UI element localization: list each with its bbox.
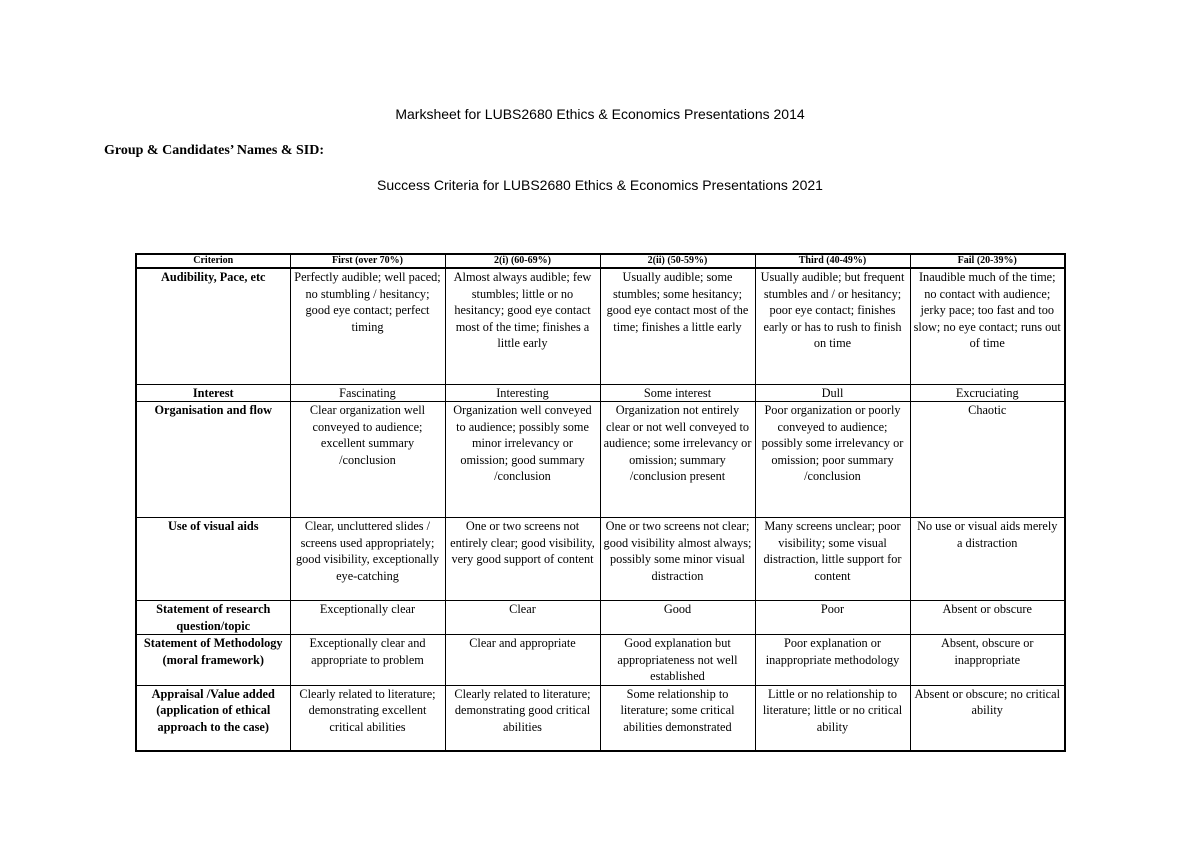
row-criterion: Audibility, Pace, etc — [136, 268, 290, 384]
table-row — [136, 685, 1065, 751]
table-header-row — [136, 254, 1065, 268]
success-criteria-table — [135, 253, 1066, 752]
table-cell: Exceptionally clear and appropriate to problem — [290, 635, 445, 686]
table-row — [136, 635, 1065, 686]
column-header-2i: 2(i) (60-69%) — [445, 254, 600, 268]
success-criteria-heading: Success Criteria for LUBS2680 Ethics & Economics Presentations 2021 — [377, 177, 823, 193]
row-criterion: Statement of research question/topic — [136, 601, 290, 635]
table-cell: Some interest — [600, 384, 755, 402]
table-cell: Poor organization or poorly conveyed to audience; possibly some irrelevancy or omission; poor summary /conclusion — [755, 402, 910, 518]
table-cell: Absent or obscure — [910, 601, 1065, 635]
table-cell: Good explanation but appropriateness not well established — [600, 635, 755, 686]
table-cell: Many screens unclear; poor visibility; some visual distraction, little support for content — [755, 518, 910, 601]
column-header-criterion: Criterion — [136, 254, 290, 268]
table-cell: No use or visual aids merely a distraction — [910, 518, 1065, 601]
table-cell: Clearly related to literature; demonstrating good critical abilities — [445, 685, 600, 751]
row-criterion: Appraisal /Value added (application of ethical approach to the case) — [136, 685, 290, 751]
table-cell: Exceptionally clear — [290, 601, 445, 635]
row-criterion: Statement of Methodology (moral framework) — [136, 635, 290, 686]
table-cell: Usually audible; but frequent stumbles and / or hesitancy; poor eye contact; finishes early or has to rush to finish on time — [755, 268, 910, 384]
table-cell: Good — [600, 601, 755, 635]
table-cell: Clear — [445, 601, 600, 635]
table-cell: Organization not entirely clear or not well conveyed to audience; some irrelevancy or omission; summary /conclusion present — [600, 402, 755, 518]
table-cell: Clearly related to literature; demonstrating excellent critical abilities — [290, 685, 445, 751]
table-row — [136, 518, 1065, 601]
table-cell: Clear and appropriate — [445, 635, 600, 686]
table-cell: Poor explanation or inappropriate methodology — [755, 635, 910, 686]
table-row — [136, 384, 1065, 402]
table-cell: Some relationship to literature; some critical abilities demonstrated — [600, 685, 755, 751]
table-cell: Excruciating — [910, 384, 1065, 402]
table-cell: Poor — [755, 601, 910, 635]
table-row — [136, 268, 1065, 384]
table-cell: Little or no relationship to literature; little or no critical ability — [755, 685, 910, 751]
table-cell: Absent or obscure; no critical ability — [910, 685, 1065, 751]
table-cell: Usually audible; some stumbles; some hesitancy; good eye contact most of the time; finishes a little early — [600, 268, 755, 384]
group-names-label: Group & Candidates’ Names & SID: — [104, 143, 324, 158]
table-cell: Inaudible much of the time; no contact with audience; jerky pace; too fast and too slow; no eye contact; runs out of time — [910, 268, 1065, 384]
row-criterion: Interest — [136, 384, 290, 402]
table-cell: Organization well conveyed to audience; possibly some minor irrelevancy or omission; good summary /conclusion — [445, 402, 600, 518]
table-cell: Fascinating — [290, 384, 445, 402]
table-cell: Clear organization well conveyed to audience; excellent summary /conclusion — [290, 402, 445, 518]
table-cell: One or two screens not clear; good visibility almost always; possibly some minor visual distraction — [600, 518, 755, 601]
table-cell: Chaotic — [910, 402, 1065, 518]
column-header-fail: Fail (20-39%) — [910, 254, 1065, 268]
table-row — [136, 601, 1065, 635]
table-cell: Almost always audible; few stumbles; little or no hesitancy; good eye contact most of the time; finishes a little early — [445, 268, 600, 384]
row-criterion: Use of visual aids — [136, 518, 290, 601]
row-criterion: Organisation and flow — [136, 402, 290, 518]
column-header-first: First (over 70%) — [290, 254, 445, 268]
table-cell: Clear, uncluttered slides / screens used appropriately; good visibility, exceptionally eye-catching — [290, 518, 445, 601]
column-header-third: Third (40-49%) — [755, 254, 910, 268]
page-title: Marksheet for LUBS2680 Ethics & Economics Presentations 2014 — [395, 106, 805, 122]
table-cell: Absent, obscure or inappropriate — [910, 635, 1065, 686]
table-row — [136, 402, 1065, 518]
table-cell: Dull — [755, 384, 910, 402]
table-cell: Perfectly audible; well paced; no stumbling / hesitancy; good eye contact; perfect timing — [290, 268, 445, 384]
column-header-2ii: 2(ii) (50-59%) — [600, 254, 755, 268]
table-cell: One or two screens not entirely clear; good visibility, very good support of content — [445, 518, 600, 601]
table-cell: Interesting — [445, 384, 600, 402]
